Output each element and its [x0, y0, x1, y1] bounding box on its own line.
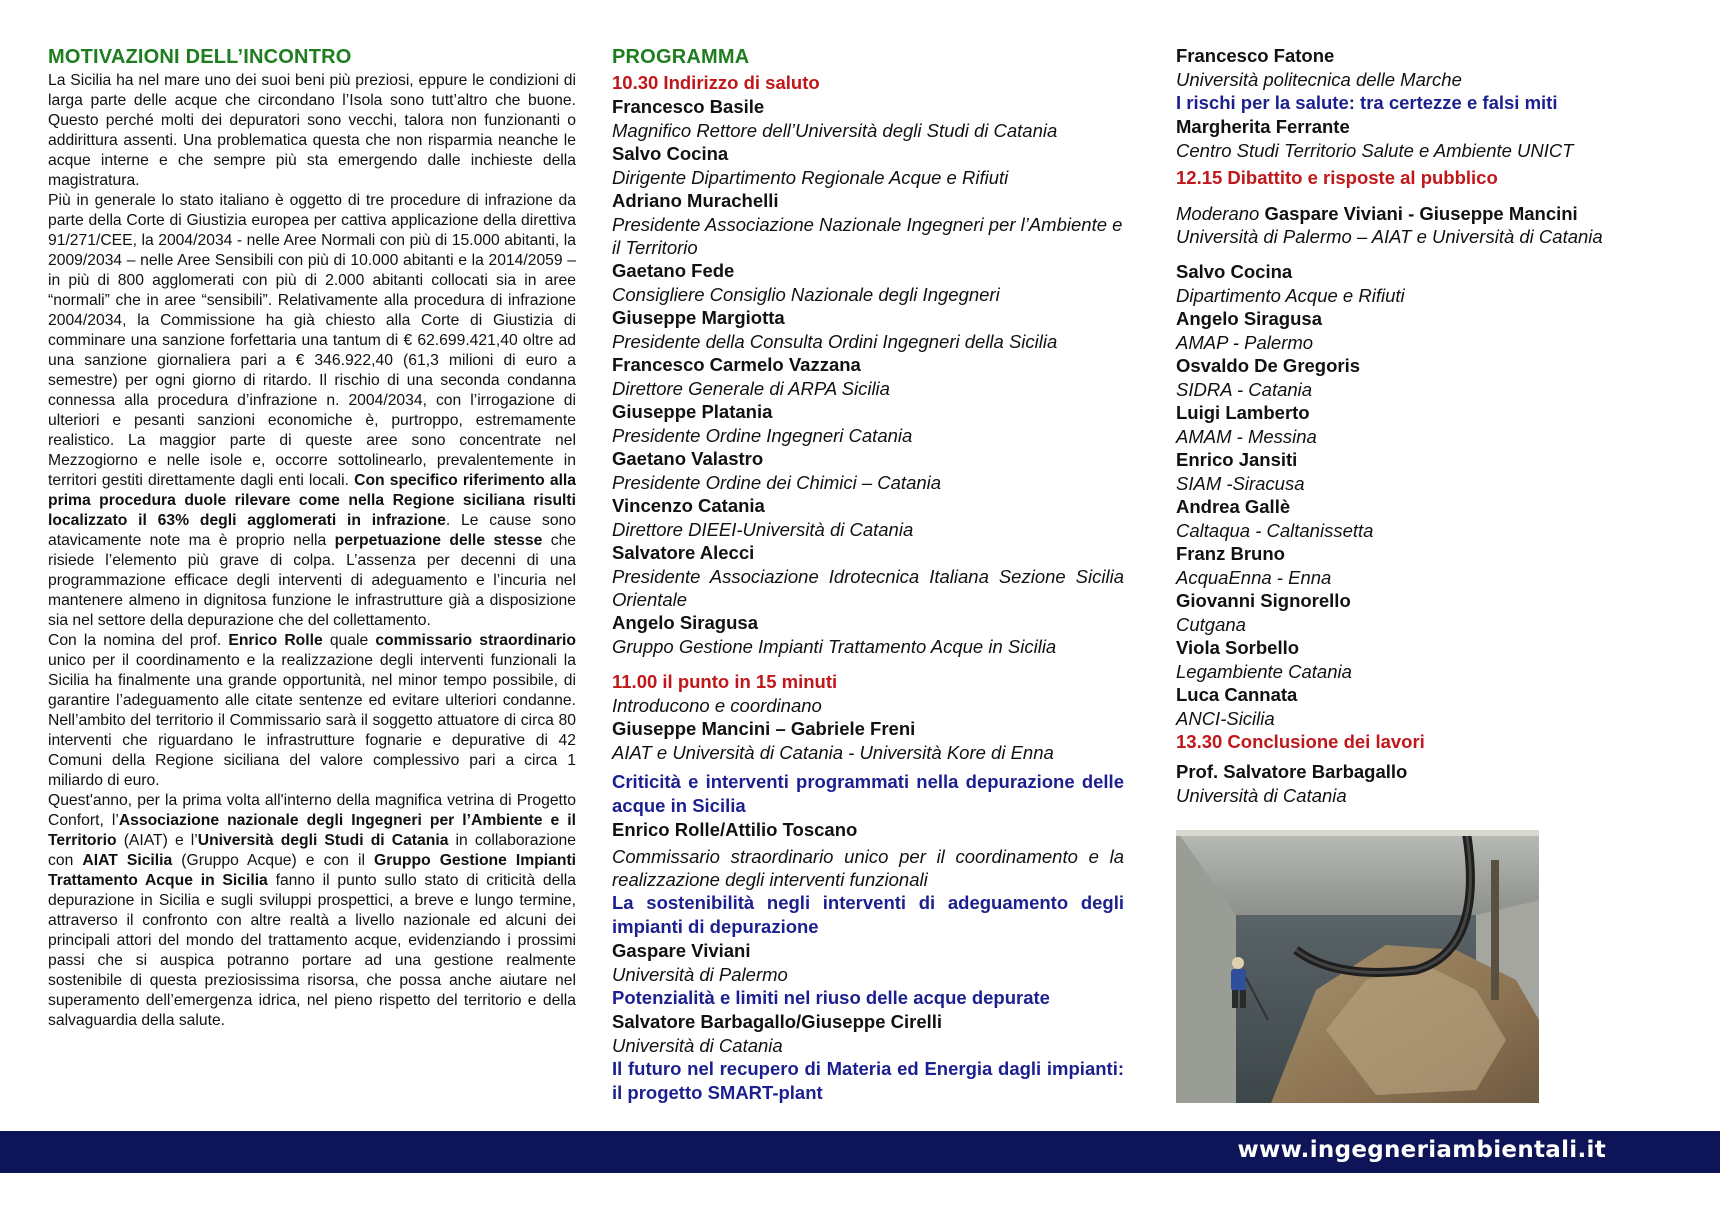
- talk-topic: La sostenibilità negli interventi di adeguamento degli impianti di depurazione: [612, 892, 1124, 937]
- panel-name: Viola Sorbello: [1176, 637, 1300, 658]
- speaker-role: Dirigente Dipartimento Regionale Acque e Rifiuti: [612, 167, 1009, 188]
- panel-role: Cutgana: [1176, 614, 1246, 635]
- p3-text: Con la nomina del prof.: [48, 632, 222, 649]
- saluto-speaker: [612, 611, 1124, 658]
- speaker-role: Direttore DIEEI-Università di Catania: [612, 519, 914, 540]
- talk-role: Università di Catania: [612, 1035, 783, 1056]
- motivazioni-title: MOTIVAZIONI DELL’INCONTRO: [48, 46, 352, 68]
- speaker-role: Presidente Associazione Idrotecnica Italiana Sezione Sicilia Orientale: [612, 566, 1124, 610]
- speaker-name: Adriano Murachelli: [612, 190, 779, 211]
- saluto-time: 10.30 Indirizzo di saluto: [612, 72, 820, 93]
- saluto-speaker: [612, 142, 1124, 189]
- p4-bold-3: AIAT Sicilia: [82, 852, 173, 869]
- dibattito-time: 12.15 Dibattito e risposte al pubblico: [1176, 167, 1498, 188]
- ferrante-name: Margherita Ferrante: [1176, 116, 1350, 137]
- speaker-role: Direttore Generale di ARPA Sicilia: [612, 378, 890, 399]
- panel-name: Angelo Siragusa: [1176, 308, 1322, 329]
- panel-role: Legambiente Catania: [1176, 661, 1352, 682]
- punto-coordinators: Giuseppe Mancini – Gabriele Freni: [612, 718, 916, 739]
- panel-role: ANCI-Sicilia: [1176, 708, 1275, 729]
- speaker-role: Consigliere Consiglio Nazionale degli Ingegneri: [612, 284, 1000, 305]
- website-link[interactable]: www.ingegneriambientali.it: [1237, 1137, 1606, 1163]
- speaker-name: Salvatore Alecci: [612, 542, 755, 563]
- panel-member: [1176, 683, 1676, 730]
- p4-text-3: in collaborazione con: [48, 832, 577, 869]
- panel-name: Andrea Gallè: [1176, 496, 1291, 517]
- panel-name: Luca Cannata: [1176, 684, 1298, 705]
- panel-member: [1176, 448, 1676, 495]
- saluto-speaker: [612, 400, 1124, 447]
- punto-intro: Introducono e coordinano: [612, 695, 822, 716]
- speaker-role: Presidente Ordine Ingegneri Catania: [612, 425, 913, 446]
- talk-topic: Criticità e interventi programmati nella depurazione delle acque in Sicilia: [612, 771, 1124, 816]
- fatone-role: Università politecnica delle Marche: [1176, 69, 1462, 90]
- plant-photo: [1176, 830, 1539, 1103]
- speaker-role: Gruppo Gestione Impianti Trattamento Acque in Sicilia: [612, 636, 1057, 657]
- punto-time: 11.00 il punto in 15 minuti: [612, 671, 838, 692]
- saluto-speaker: [612, 259, 1124, 306]
- panel-role: AMAM - Messina: [1176, 426, 1317, 447]
- speaker-role: Presidente della Consulta Ordini Ingegneri della Sicilia: [612, 331, 1058, 352]
- speaker-role: Magnifico Rettore dell’Università degli Studi di Catania: [612, 120, 1058, 141]
- programma-title: PROGRAMMA: [612, 46, 750, 68]
- talk-topic: Il futuro nel recupero di Materia ed Energia dagli impianti: il progetto SMART-plant: [612, 1058, 1124, 1103]
- speaker-name: Giuseppe Platania: [612, 401, 773, 422]
- p3-text-3: unico per il coordinamento e la realizzazione degli interventi funzionali la Sicilia ha finalmente una grande opportunità, nel minor tempo possibile, di garantire l’adeguamento alle citate sentenze ed evitare ulteriori condanne. Nell’ambito del territorio il Commissario sarà il soggetto attuatore di circa 80 interventi che riguardano le infrastrutture fognarie e depurative di 42 Comuni della Regione siciliana del valore complessivo pari a circa 1 miliardo di euro.: [48, 652, 576, 789]
- moderano-role: Università di Palermo – AIAT e Università di Catania: [1176, 226, 1603, 247]
- p4-bold-4: Gruppo Gestione Impianti Trattamento Acque in Sicilia: [48, 852, 577, 889]
- saluto-speaker: [612, 353, 1124, 400]
- conclusione-role: Università di Catania: [1176, 785, 1347, 806]
- motivazioni-paragraph-4: [48, 791, 576, 1031]
- speaker-name: Gaetano Fede: [612, 260, 735, 281]
- p4-bold-2: Università degli Studi di Catania: [197, 832, 449, 849]
- talk-speaker: Enrico Rolle/Attilio Toscano: [612, 819, 858, 840]
- talk-role: Università di Palermo: [612, 964, 788, 985]
- p4-text-4: (Gruppo Acque) e con il: [181, 852, 365, 869]
- speaker-name: Francesco Carmelo Vazzana: [612, 354, 861, 375]
- panel-member: [1176, 495, 1676, 542]
- moderano-line: [1176, 202, 1676, 225]
- p3-bold-2: commissario straordinario: [375, 632, 576, 649]
- panel-member: [1176, 354, 1676, 401]
- speaker-role: Presidente Associazione Nazionale Ingegneri per l’Ambiente e il Territorio: [612, 214, 1123, 258]
- panel-role: AcquaEnna - Enna: [1176, 567, 1332, 588]
- footer-bar: [0, 1131, 1720, 1173]
- panel-role: Dipartimento Acque e Rifiuti: [1176, 285, 1405, 306]
- saluto-speaker: [612, 306, 1124, 353]
- motivazioni-paragraph-3: [48, 631, 576, 791]
- speaker-name: Vincenzo Catania: [612, 495, 765, 516]
- fatone-name: Francesco Fatone: [1176, 45, 1335, 66]
- panel-name: Giovanni Signorello: [1176, 590, 1351, 611]
- p4-bold: Associazione nazionale degli Ingegneri per l’Ambiente e il Territorio: [48, 812, 576, 849]
- p2-bold-2: perpetuazione delle stesse: [334, 532, 543, 549]
- talk-topic: Potenzialità e limiti nel riuso delle acque depurate: [612, 987, 1050, 1008]
- panel-name: Osvaldo De Gregoris: [1176, 355, 1361, 376]
- p2-text: Più in generale lo stato italiano è oggetto di tre procedure di infrazione da parte della Corte di Giustizia europea per cattiva applicazione della direttiva 91/271/CEE, la 2004/2034 - nelle Aree Normali con più di 15.000 abitanti, la 2009/2034 – nelle Aree Sensibili con più di 10.000 abitanti e la 2014/2059 – in più di 800 agglomerati con più di 2.000 abitanti collocati sia in aree “normali” che in aree “sensibili”. Relativamente alla procedura di infrazione 2004/2034, la Commissione ha già chiesto alla Corte di Giustizia di comminare una sanzione forfettaria una tantum di € 62.699.421,40 oltre ad una sanzione giornaliera pari a € 346.922,40 (61,3 milioni di euro a semestre) per ogni giorno di ritardo. Il rischio di una seconda condanna connessa alla procedura d’infrazione n. 2004/2034, con l’irrogazione di ulteriori e pesanti sanzioni economiche è, purtroppo, estremamente realistico. La maggior parte di queste aree sono concentrate nel Mezzogiorno e nelle isole e, occorre sottolinearlo, prevalentemente in territori gestiti direttamente dagli enti locali.: [48, 192, 576, 489]
- motivazioni-paragraph-1: La Sicilia ha nel mare uno dei suoi beni più preziosi, eppure le condizioni di larga parte delle acque che circondano l’Isola sono tutt’altro che buone. Questo perché molti dei depuratori sono vecchi, talora non funzionanti o addirittura assenti. Una problematica questa che non risparmia neanche le acque interne e che sempre più sta emergendo dalle inchieste della magistratura.: [48, 72, 576, 189]
- panel-member: [1176, 401, 1676, 448]
- panel-name: Franz Bruno: [1176, 543, 1285, 564]
- panel-role: AMAP - Palermo: [1176, 332, 1314, 353]
- rischi-topic: I rischi per la salute: tra certezze e falsi miti: [1176, 92, 1558, 113]
- conclusione-name: Prof. Salvatore Barbagallo: [1176, 761, 1408, 782]
- talk-speaker: Salvatore Barbagallo/Giuseppe Cirelli: [612, 1011, 943, 1032]
- saluto-speaker: [612, 541, 1124, 611]
- motivazioni-column: [48, 46, 576, 1031]
- p4-text: Quest'anno, per la prima volta all'interno della magnifica vetrina di Progetto Confort, l’: [48, 792, 576, 829]
- talk-speaker: Gaspare Viviani: [612, 940, 751, 961]
- ferrante-role: Centro Studi Territorio Salute e Ambiente UNICT: [1176, 140, 1574, 161]
- p2-text-2: . Le cause sono atavicamente note ma è proprio nella: [48, 512, 576, 549]
- panel-member: [1176, 636, 1676, 683]
- panel-role: SIAM -Siracusa: [1176, 473, 1305, 494]
- programma-column: [612, 46, 1124, 1105]
- panel-role: Caltaqua - Caltanissetta: [1176, 520, 1374, 541]
- panel-member: [1176, 589, 1676, 636]
- moderano-names: Gaspare Viviani - Giuseppe Mancini: [1264, 203, 1578, 224]
- panel-name: Salvo Cocina: [1176, 261, 1293, 282]
- conclusione-time: 13.30 Conclusione dei lavori: [1176, 731, 1425, 752]
- saluto-speaker: [612, 189, 1124, 259]
- panel-member: [1176, 542, 1676, 589]
- punto-coordinators-role: AIAT e Università di Catania - Università Kore di Enna: [612, 742, 1054, 763]
- speaker-role: Presidente Ordine dei Chimici – Catania: [612, 472, 942, 493]
- moderano-label: Moderano: [1176, 203, 1260, 224]
- speaker-name: Angelo Siragusa: [612, 612, 758, 633]
- saluto-speaker: [612, 447, 1124, 494]
- p4-text-5: fanno il punto sullo stato di criticità della depurazione in Sicilia e sugli sviluppi prospettici, a breve e lungo termine, attraverso il confronto con altre realtà a livello nazionale ed alcuni dei principali attori del mondo del trattamento acque, evidenziando i prossimi passi che si auspica potranno portare ad una gestione realmente sostenibile di questa preziosissima risorsa, che possa anche aiutare nel superamento dell’emergenza idrica, nel pieno rispetto del territorio e della salvaguardia della salute.: [48, 872, 577, 1029]
- panel-name: Enrico Jansiti: [1176, 449, 1298, 470]
- speaker-name: Salvo Cocina: [612, 143, 729, 164]
- saluto-speaker: [612, 95, 1124, 142]
- panel-member: [1176, 307, 1676, 354]
- speaker-name: Gaetano Valastro: [612, 448, 764, 469]
- p2-bold: Con specifico riferimento alla prima procedura duole rilevare come nella Regione siciliana risulti localizzato il 63% degli agglomerati in infrazione: [48, 472, 577, 529]
- talk-role: Commissario straordinario unico per il coordinamento e la realizzazione degli interventi funzionali: [612, 846, 1124, 890]
- p2-text-3: che risiede l’elemento più grave di colpa. L’assenza per decenni di una programmazione efficace degli interventi di adeguamento e l’incuria nel mantenere almeno in dignitosa funzione le infrastrutture già a disposizione sia nel settore della depurazione che del collettamento.: [48, 532, 577, 629]
- programma-column-2: [1176, 44, 1676, 807]
- speaker-name: Francesco Basile: [612, 96, 765, 117]
- p4-text-2: (AIAT) e l’: [123, 832, 198, 849]
- panel-name: Luigi Lamberto: [1176, 402, 1310, 423]
- speaker-name: Giuseppe Margiotta: [612, 307, 785, 328]
- panel-role: SIDRA - Catania: [1176, 379, 1313, 400]
- motivazioni-paragraph-2: [48, 191, 576, 631]
- p3-bold: Enrico Rolle: [228, 632, 323, 649]
- panel-member: [1176, 260, 1676, 307]
- p3-text-2: quale: [329, 632, 369, 649]
- saluto-speaker: [612, 494, 1124, 541]
